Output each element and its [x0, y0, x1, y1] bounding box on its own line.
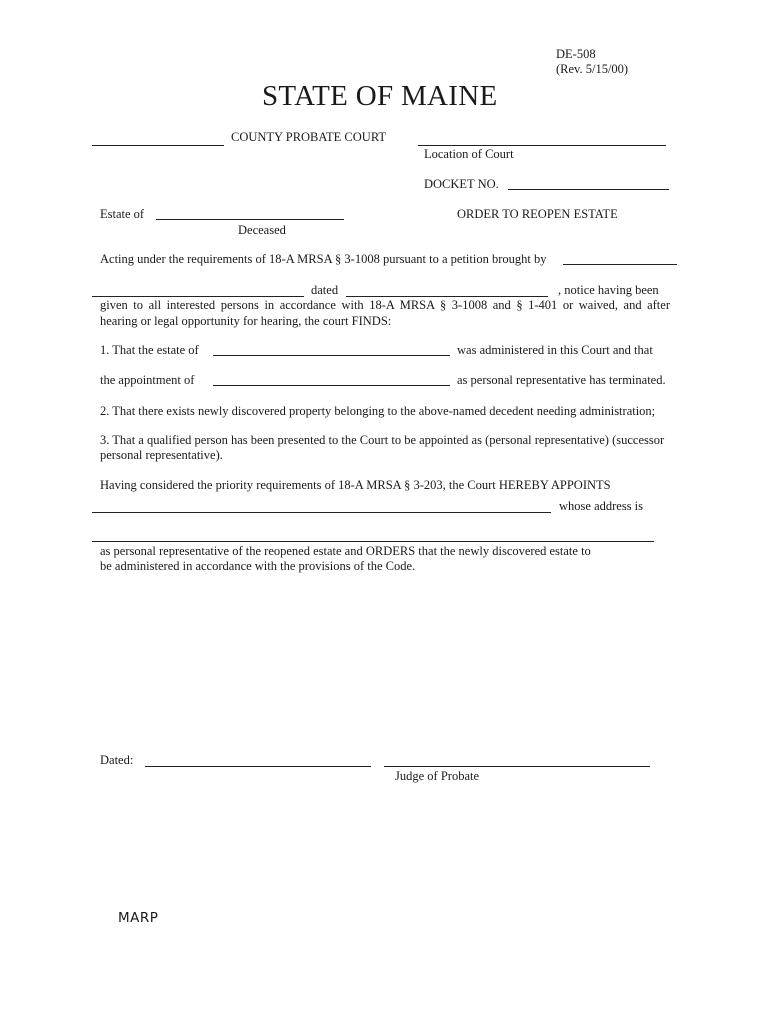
finding2-text: 2. That there exists newly discovered property belonging to the above-named decedent needing administration; [100, 404, 656, 418]
order-title: ORDER TO REOPEN ESTATE [457, 207, 618, 221]
deceased-label: Deceased [238, 223, 286, 237]
estate-name-field[interactable] [156, 219, 344, 220]
dated-label: dated [311, 283, 339, 297]
county-probate-court-label: COUNTY PROBATE COURT [231, 130, 387, 144]
appointment-label: the appointment of [100, 373, 195, 387]
finding1-estate-field[interactable] [213, 355, 450, 356]
estate-of-label: Estate of [100, 207, 145, 221]
location-of-court-label: Location of Court [424, 147, 514, 161]
finding3-line2: personal representative). [100, 448, 223, 462]
county-field[interactable] [92, 145, 224, 146]
appointment-field[interactable] [213, 385, 450, 386]
appointee-name-field[interactable] [92, 512, 551, 513]
given-text: given to all interested persons in accordance with 18-A MRSA § 3-1008 and § 1-401 or waived, and after [100, 298, 670, 312]
orders-line1: as personal representative of the reopened estate and ORDERS that the newly discovered estate to [100, 544, 591, 558]
docket-no-label: DOCKET NO. [424, 177, 499, 191]
signature-date-field[interactable] [145, 766, 371, 767]
appointment-tail: as personal representative has terminated. [457, 373, 666, 387]
footer-mark: MARP [118, 910, 159, 926]
having-considered-text: Having considered the priority requirements of 18-A MRSA § 3-203, the Court HEREBY APPOINTS [100, 478, 611, 492]
finding1-label: 1. That the estate of [100, 343, 199, 357]
docket-no-field[interactable] [508, 189, 669, 190]
orders-line2: be administered in accordance with the provisions of the Code. [100, 559, 416, 573]
form-revision: (Rev. 5/15/00) [556, 62, 629, 76]
page-title: STATE OF MAINE [262, 80, 498, 112]
finding3-line1: 3. That a qualified person has been presented to the Court to be appointed as (personal representative) (successor [100, 433, 665, 447]
form-number: DE-508 [556, 47, 596, 61]
petition-date-field[interactable] [346, 296, 548, 297]
court-location-field[interactable] [418, 145, 666, 146]
petitioner-continued-field[interactable] [92, 296, 304, 297]
appointee-address-field[interactable] [92, 541, 654, 542]
judge-signature-field[interactable] [384, 766, 650, 767]
acting-text: Acting under the requirements of 18-A MRSA § 3-1008 pursuant to a petition brought by [100, 252, 547, 266]
finding1-tail: was administered in this Court and that [457, 343, 653, 357]
petitioner-field[interactable] [563, 264, 677, 265]
notice-text: , notice having been [558, 283, 659, 297]
hearing-text: hearing or legal opportunity for hearing, the court FINDS: [100, 314, 392, 328]
signature-dated-label: Dated: [100, 753, 134, 767]
whose-address-label: whose address is [559, 499, 644, 513]
judge-of-probate-label: Judge of Probate [395, 769, 480, 783]
